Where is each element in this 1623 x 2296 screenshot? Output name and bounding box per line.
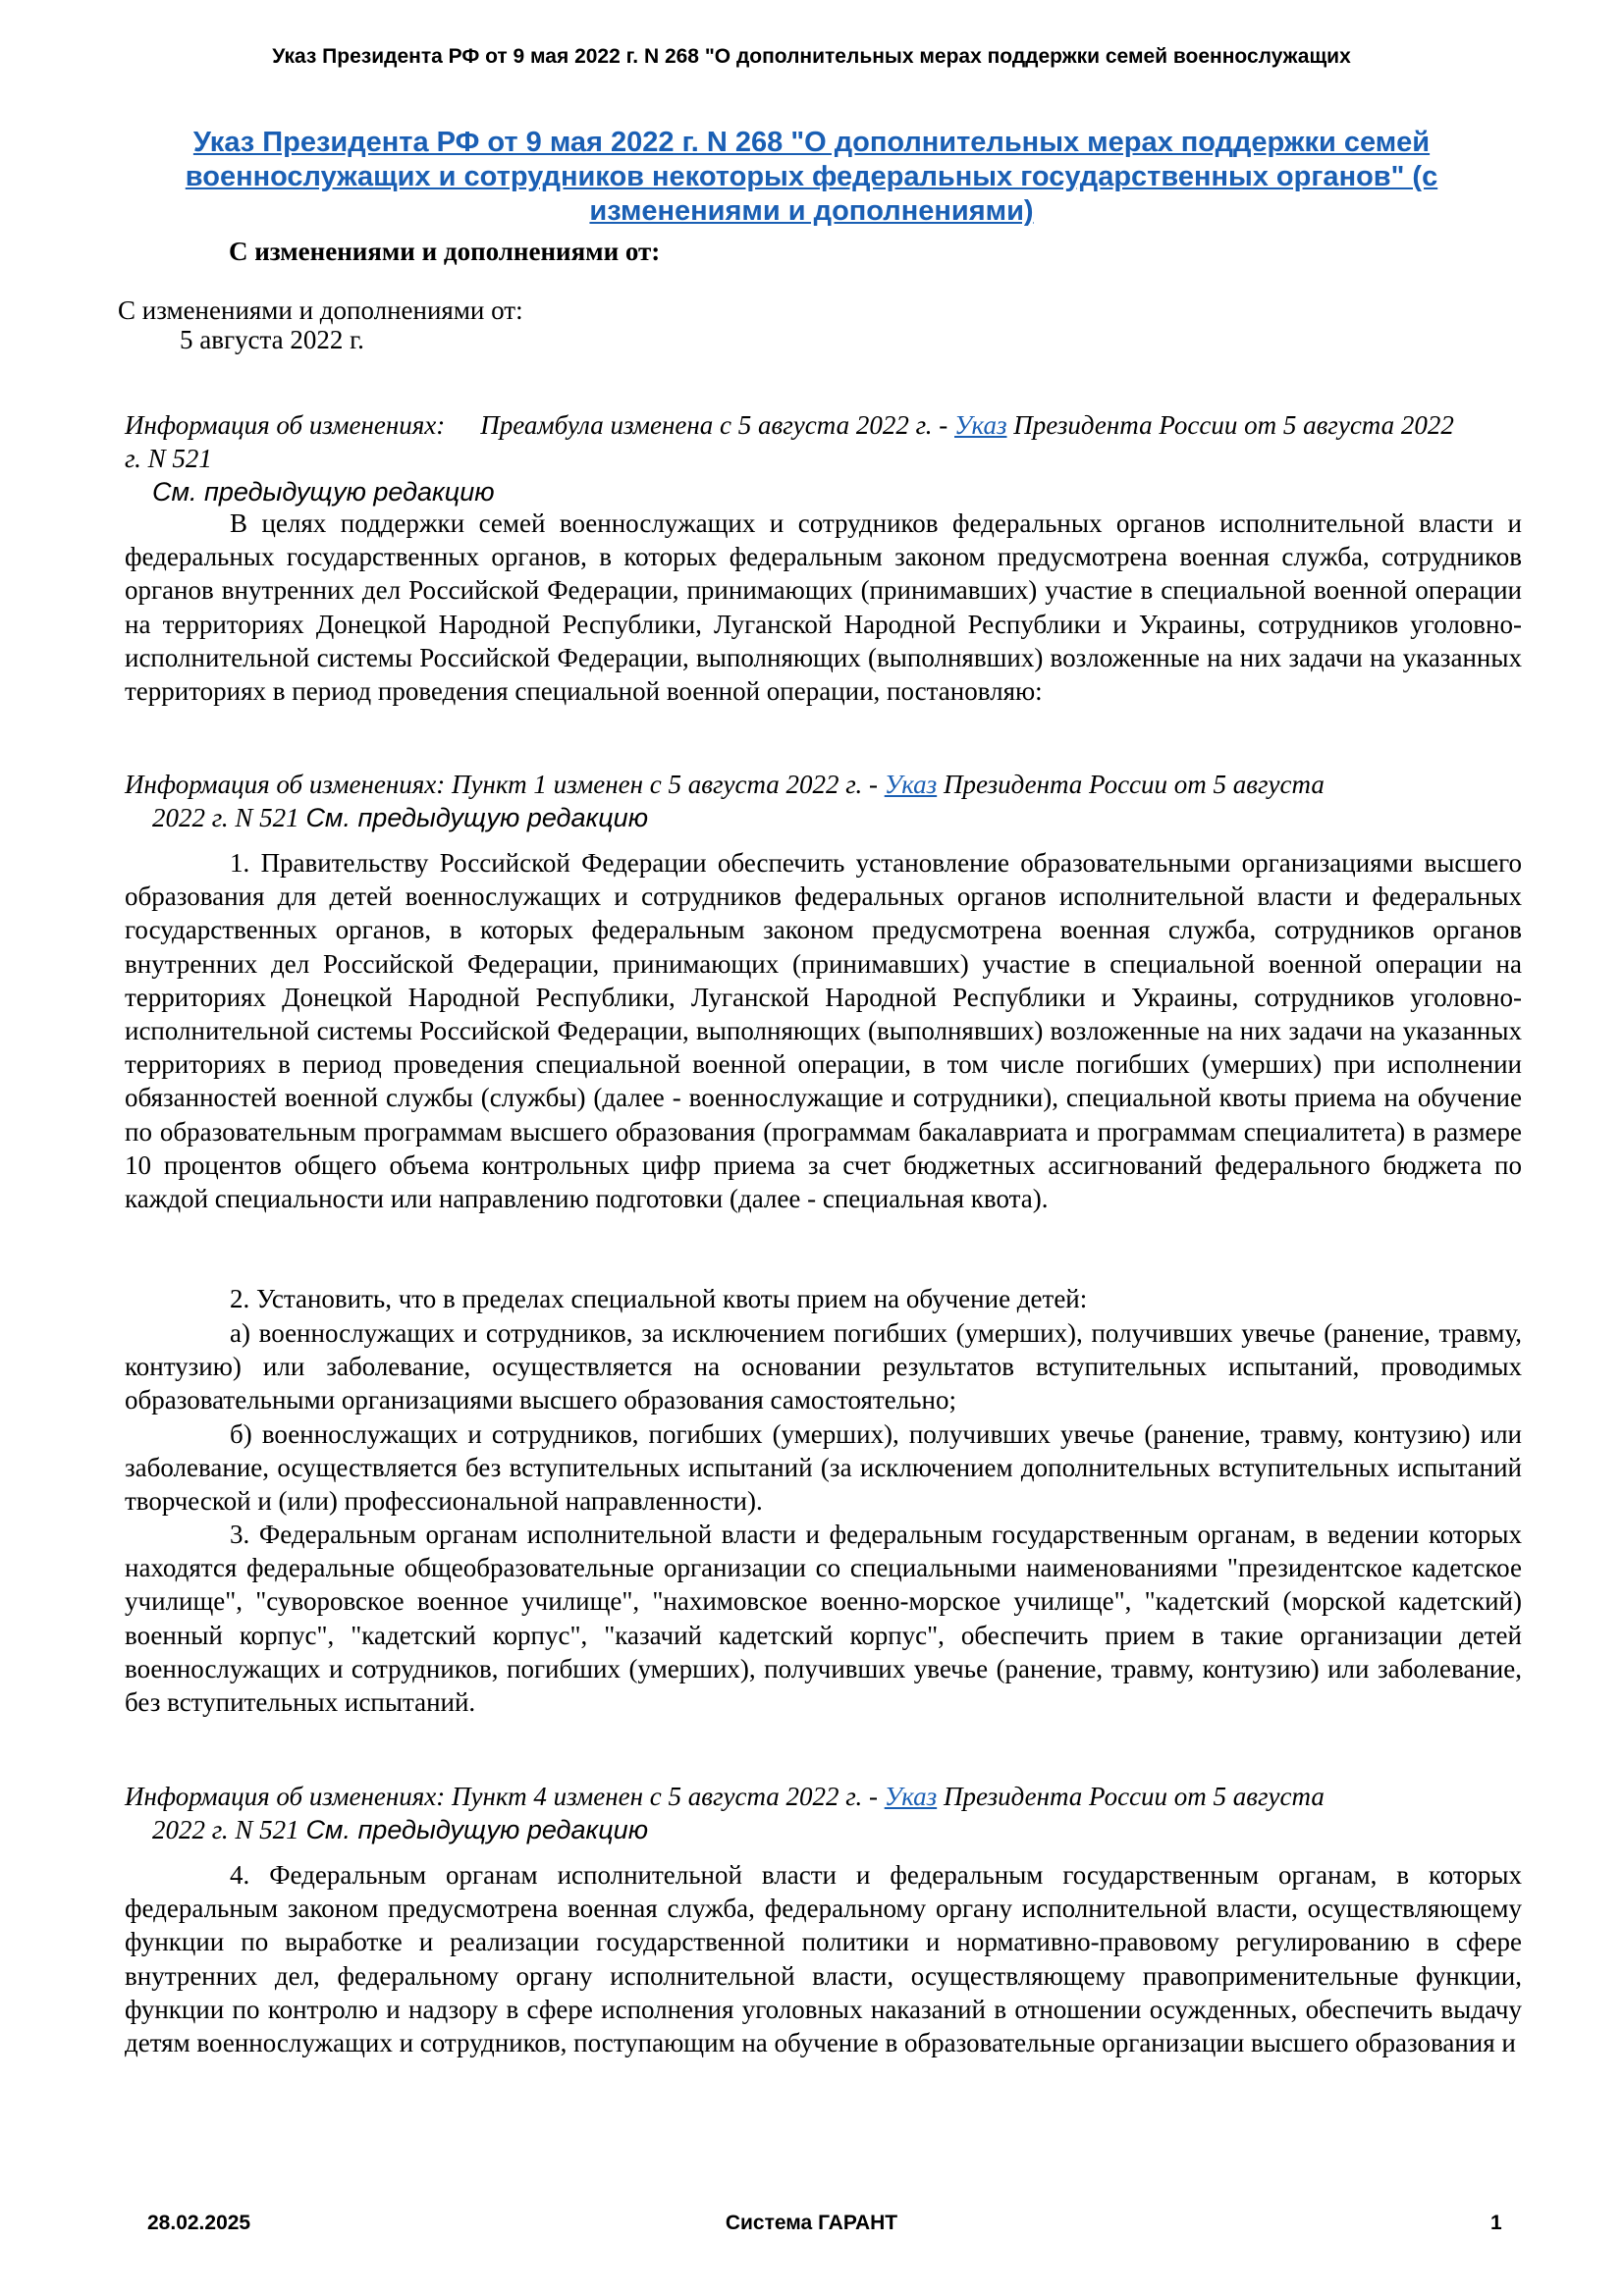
previous-edition-link[interactable]: См. предыдущую редакцию [152, 477, 495, 507]
change-info-text: Президента России от 5 августа 2022 г. N 521 [125, 410, 1454, 473]
decree-link[interactable]: Указ [884, 770, 938, 799]
change-info-text: 2022 г. N 521 [152, 1815, 306, 1844]
document-title-link[interactable]: Указ Президента РФ от 9 мая 2022 г. N 268 "О дополнительных мерах поддержки семей военнослужащих и сотрудников некоторых федеральных государственных органов" (с изменениями и дополнениями) [185, 127, 1438, 227]
previous-edition-link[interactable]: См. предыдущую редакцию [305, 1815, 648, 1844]
footer-system: Система ГАРАНТ [725, 2212, 898, 2234]
change-info-lead: Информация об изменениях: [125, 410, 446, 440]
change-info-lead: Информация об изменениях: [125, 770, 446, 799]
footer-date: 28.02.2025 [147, 2212, 251, 2234]
paragraph-4: 4. Федеральным органам исполнительной власти и федеральным государственным органам, в которых федеральным законом предусмотрена военная служба, федеральному органу исполнительной власти, осуществляющему функции по выработке и реализации государственной политики и нормативно-правовому регулированию в сфере внутренних дел, федеральному органу исполнительной власти, осуществляющему правоприменительные функции, функции по контролю и надзору в сфере исполнения уголовных наказаний в отношении осужденных, обеспечить выдачу детям военнослужащих и сотрудников, поступающим на обучение в образовательные организации высшего образования и [125, 1860, 1522, 2058]
paragraph-2b: б) военнослужащих и сотрудников, погибших (умерших), получивших увечье (ранение, травму, контузию) или заболевание, осуществляется без вступительных испытаний (за исключением дополнительных вступительных испытаний творческой и (или) профессиональной направленности). [125, 1419, 1522, 1517]
change-info-text: Пункт 4 изменен с 5 августа 2022 г. - [445, 1782, 885, 1811]
change-info-text: Преамбула изменена с 5 августа 2022 г. - [480, 410, 954, 440]
change-info-point-1 [125, 768, 1476, 834]
change-info-lead: Информация об изменениях: [125, 1782, 446, 1811]
previous-edition-link[interactable]: См. предыдущую редакцию [305, 803, 648, 832]
changes-label: С изменениями и дополнениями от: [118, 295, 523, 325]
change-info-text: Президента России от 5 августа [937, 770, 1325, 799]
change-info-point-4 [125, 1780, 1476, 1846]
paragraph-1: 1. Правительству Российской Федерации обеспечить установление образовательными организациями высшего образования для детей военнослужащих и сотрудников федеральных органов исполнительной власти и федеральных государственных органов, в которых федеральным законом предусмотрена военная служба, сотрудников органов внутренних дел Российской Федерации, принимающих (принимавших) участие в специальной военной операции на территориях Донецкой Народной Республики, Луганской Народной Республики и Украины, сотрудников уголовно-исполнительной системы Российской Федерации, выполняющих (выполнявших) возложенные на них задачи на указанных территориях в период проведения специальной военной операции, в том числе погибших (умерших) при исполнении обязанностей военной службы (службы) (далее - военнослужащие и сотрудники), специальной квоты приема на обучение по образовательным программам высшего образования (программам бакалавриата и программам специалитета) в размере 10 процентов общего объема контрольных цифр приема за счет бюджетных ассигнований федерального бюджета по каждой специальности или направлению подготовки (далее - специальная квота). [125, 848, 1522, 1214]
paragraph-3: 3. Федеральным органам исполнительной власти и федеральным государственным органам, в ведении которых находятся федеральные общеобразовательные организации со специальными наименованиями "президентское кадетское училище", "суворовское военное училище", "нахимовское военно-морское училище", "кадетский (морской кадетский) военный корпус", "кадетский корпус", "казачий кадетский корпус", обеспечить прием в такие организации детей военнослужащих и сотрудников, погибших (умерших), получивших увечье (ранение, травму, контузию) или заболевание, без вступительных испытаний. [125, 1520, 1522, 1718]
change-info-preamble [125, 408, 1476, 508]
paragraph-2: 2. Установить, что в пределах специальной квоты прием на обучение детей: [230, 1284, 1088, 1313]
change-info-text: Президента России от 5 августа [937, 1782, 1325, 1811]
paragraph-2a: а) военнослужащих и сотрудников, за исключением погибших (умерших), получивших увечье (ранение, травму, контузию) или заболевание, осуществляется на основании результатов вступительных испытаний, проводимых образовательными организациями высшего образования самостоятельно; [125, 1318, 1522, 1415]
change-info-text: 2022 г. N 521 [152, 803, 306, 832]
running-header: Указ Президента РФ от 9 мая 2022 г. N 268 "О дополнительных мерах поддержки семей военнослужащих [272, 45, 1351, 68]
footer-page-number: 1 [1490, 2212, 1502, 2234]
decree-link[interactable]: Указ [954, 410, 1007, 440]
change-info-text: Пункт 1 изменен с 5 августа 2022 г. - [445, 770, 885, 799]
changes-heading: С изменениями и дополнениями от: [229, 237, 661, 266]
changes-date: 5 августа 2022 г. [180, 325, 364, 354]
preamble-paragraph: В целях поддержки семей военнослужащих и сотрудников федеральных органов исполнительной власти и федеральных государственных органов, в которых федеральным законом предусмотрена военная служба, сотрудников органов внутренних дел Российской Федерации, принимающих (принимавших) участие в специальной военной операции на территориях Донецкой Народной Республики, Луганской Народной Республики и Украины, сотрудников уголовно-исполнительной системы Российской Федерации, выполняющих (выполнявших) возложенные на них задачи на указанных территориях в период проведения специальной военной операции, постановляю: [125, 508, 1522, 707]
decree-link[interactable]: Указ [884, 1782, 938, 1811]
